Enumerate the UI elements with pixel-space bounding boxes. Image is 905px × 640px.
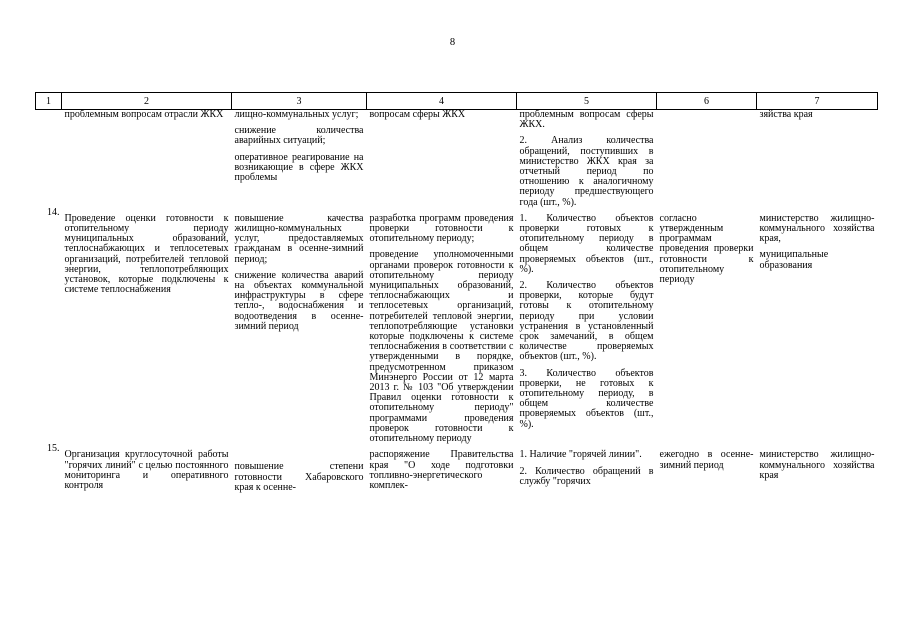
row-number: [36, 110, 62, 208]
indicators-cell: [517, 444, 657, 493]
cell-paragraph: 3. Количество объектов проверки, не готовых к отопительному периоду, в общем количестве проверяемых объектов (шт., %).: [519, 367, 654, 430]
cell-paragraph: вопросам сферы ЖКХ: [369, 109, 466, 120]
cell-paragraph: лищно-коммунальных услуг;: [234, 109, 359, 120]
cell-paragraph: проблемным вопросам отрасли ЖКХ: [64, 109, 224, 120]
cell-paragraph: снижение количества аварий на объектах коммунальной инфраструктуры в сфере тепло-, водоснабжения и водоотведения в осенне-зимний период: [234, 269, 364, 332]
responsible-cell: [757, 110, 878, 208]
cell-paragraph: повышение степени готовности Хабаровского края к осенне-: [234, 461, 364, 493]
measure-name-cell: [62, 444, 232, 493]
col-header-4: 4: [367, 93, 517, 110]
deadline-cell: [657, 208, 757, 444]
expected-result-cell: [232, 444, 367, 493]
cell-paragraph: проблемным вопросам сферы ЖКХ.: [519, 109, 654, 131]
col-header-6: 6: [657, 93, 757, 110]
col-header-7: 7: [757, 93, 878, 110]
table-row: [36, 444, 878, 493]
measures-table: [35, 92, 878, 493]
row-number: 14.: [47, 206, 60, 218]
deadline-cell: [657, 110, 757, 208]
col-header-1: 1: [36, 93, 62, 110]
expected-result-cell: [232, 208, 367, 444]
measure-name-cell: [62, 110, 232, 208]
col-header-2: 2: [62, 93, 232, 110]
deadline-cell: [657, 444, 757, 493]
cell-paragraph: снижение количества аварийных ситуаций;: [234, 125, 364, 147]
cell-paragraph: оперативное реагирование на возникающие в сфере ЖКХ проблемы: [234, 151, 364, 184]
cell-paragraph: 1. Количество объектов проверки готовых к отопительному периоду в общем количестве проверяемых объектов (шт., %).: [519, 212, 654, 275]
col-header-3: 3: [232, 93, 367, 110]
cell-paragraph: зяйства края: [759, 109, 813, 120]
cell-paragraph: 2. Анализ количества обращений, поступивших в министерство ЖКХ края за отчетный период по отношению к аналогичному периоду предшествующего года (шт., %).: [519, 135, 654, 208]
cell-paragraph: повышение качества жилищно-коммунальных услуг, предоставляемых гражданам в осенне-зимний период;: [234, 212, 364, 265]
cell-paragraph: муниципальные образования: [759, 249, 829, 271]
cell-paragraph: министерство жилищно-коммунального хозяйства края,: [759, 212, 875, 245]
cell-paragraph: ежегодно в осенне-зимний период: [659, 449, 754, 471]
column-number-header: [36, 93, 878, 110]
page-number: 8: [449, 37, 456, 48]
row-number: 15.: [47, 443, 60, 455]
cell-paragraph: Проведение оценки готовности к отопительному периоду муниципальных образований, теплоснабжающих и теплосетевых организаций, потребителей тепловой энергии, теплопотребляющих установок, которые подключены к системе теплоснабжения: [64, 212, 229, 296]
cell-paragraph: согласно утвержденным программам проведения проверки готовности к отопительному периоду: [659, 212, 754, 286]
table-row: [36, 208, 878, 444]
cell-paragraph: Организация круглосуточной работы "горячих линий" с целью постоянного мониторинга и оперативного контроля: [64, 449, 229, 491]
implementation-form-cell: [367, 110, 517, 208]
cell-paragraph: 1. Наличие "горячей линии".: [519, 449, 642, 461]
col-header-5: 5: [517, 93, 657, 110]
cell-paragraph: 2. Количество объектов проверки, которые будут готовы к отопительному периоду при условии устранения в установленный срок замечаний, в общем количестве проверяемых объектов (шт., %).: [519, 280, 654, 363]
cell-paragraph: разработка программ проведения проверки готовности к отопительному периоду;: [369, 212, 514, 245]
implementation-form-cell: [367, 444, 517, 493]
indicators-cell: [517, 208, 657, 444]
responsible-cell: [757, 208, 878, 444]
cell-paragraph: проведение уполномоченными органами проверок готовности к отопительному периоду муниципальных образований, теплоснабжающих и теплосетевых организаций, потребителей тепловой энергии, теплопотребляющие установки которые подключены к системе теплоснабжения в соответствии с утвержденными в порядке, предусмотренном приказом Минэнерго России от 12 марта 2013 г. № 103 "Об утверждении Правил оценки готовности к отопительному периоду" программами проведения проверок готовности к отопительному периоду: [369, 249, 514, 445]
expected-result-cell: [232, 110, 367, 208]
cell-paragraph: распоряжение Правительства края "О ходе подготовки топливно-энергетического комплек-: [369, 449, 514, 491]
table-row: [36, 110, 878, 208]
measure-name-cell: [62, 208, 232, 444]
indicators-cell: [517, 110, 657, 208]
cell-paragraph: 2. Количество обращений в службу "горячих: [519, 465, 654, 487]
cell-paragraph: министерство жилищно-коммунального хозяйства края: [759, 449, 875, 481]
implementation-form-cell: [367, 208, 517, 444]
responsible-cell: [757, 444, 878, 493]
